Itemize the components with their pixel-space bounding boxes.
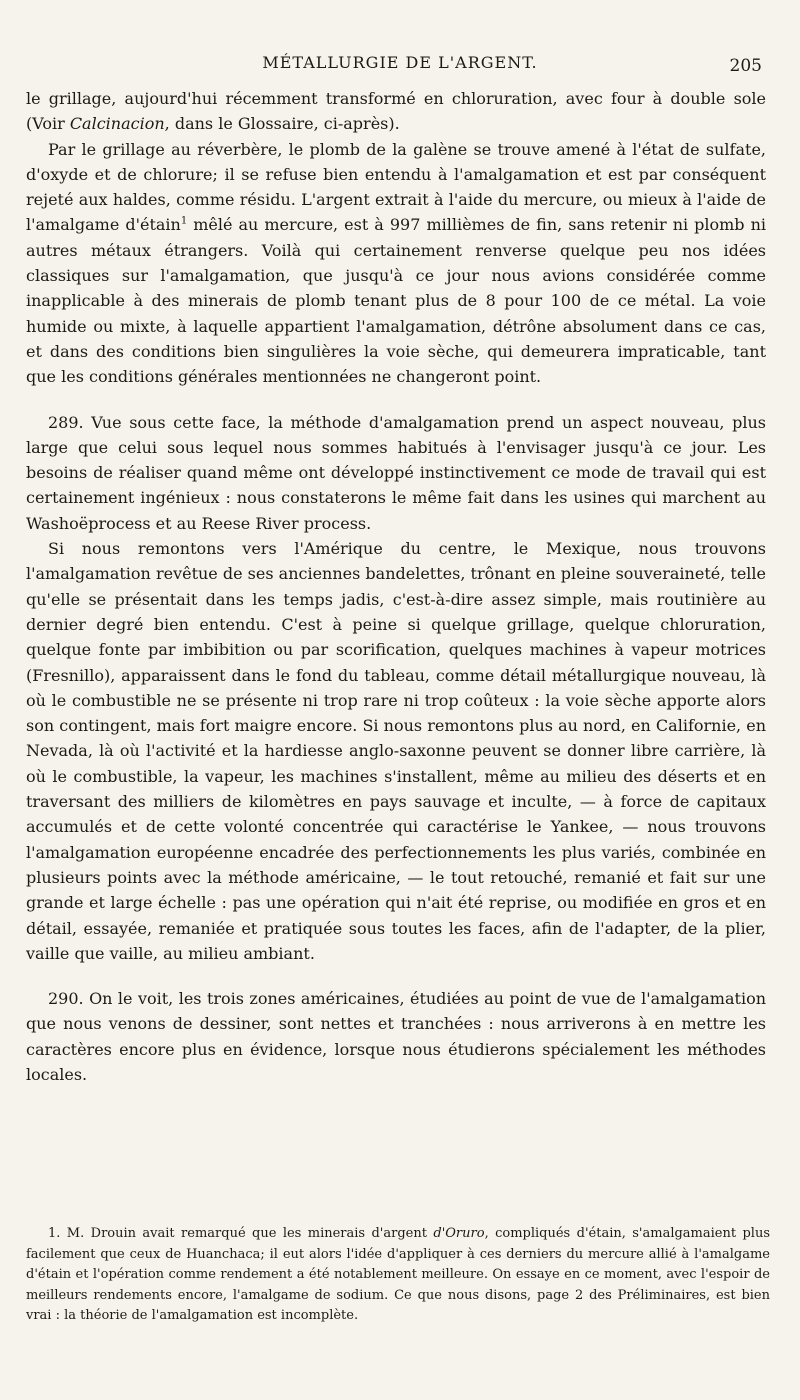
text-run: mêlé au mercure, est à 997 millièmes de fin, sans retenir ni plomb ni autres métaux étrangers. Voilà qui certainement renverse quelque peu nos idées classiques sur l'amalgamation, que jusqu'à ce jour nous avions considérée comme inapplicable à des minerais de plomb tenant plus de 8 pour 100 de ce métal. La voie humide ou mixte, à laquelle appartient l'amalgamation, détrône absolument dans ce cas, et dans des conditions bien singulières la voie sèche, qui demeurera impraticable, tant que les conditions générales mentionnées ne changeront point. — [26, 215, 767, 387]
running-head — [30, 50, 770, 82]
text-run: Vue sous cette face, la méthode d'amalgamation prend un aspect nouveau, plus large que celui sous lequel nous sommes habitués à l'envisager jusqu'à ce jour. Les besoins de réaliser quand même ont développé instinctivement ce mode de travail qui est certainement ingénieux : nous constaterons le même fait dans les usines qui marchent au Washoëprocess et au Reese River process. — [26, 412, 766, 533]
text-run: , dans le Glossaire, ci-après). — [164, 114, 400, 134]
text-run: le grillage, aujourd'hui récemment transformé en chloruration, avec four à double sole (Voir — [26, 89, 766, 134]
paragraph-continuation — [26, 86, 766, 137]
text-run: Si nous remontons vers l'Amérique du centre, le Mexique, nous trouvons l'amalgamation revêtue de ses anciennes bandelettes, trônant en pleine souveraineté, telle qu'elle se présentait dans les temps jadis, c'est-à-dire assez simple, mais routinière au dernier degré bien entendu. C'est à peine si quelque grillage, quelque chloruration, quelque fonte par imbibition ou par scorification, quelques machines à vapeur motrices (Fresnillo), apparaissent dans le fond du tableau, comme détail métallurgique nouveau, là où le combustible ne se présente ni trop rare ni trop coûteux : la voie sèche apporte alors son contingent, mais fort maigre encore. Si nous remontons plus au nord, en Californie, en Nevada, là où l'activité et la hardiesse anglo-saxonne peuvent se donner libre carrière, là où le combustible, la vapeur, les machines s'installent, même au milieu des déserts et en traversant des milliers de kilomètres en pays sauvage et inculte, — à force de capitaux accumulés et de cette volonté concentrée qui caractérise le Yankee, — nous trouvons l'amalgamation européenne encadrée des perfectionnements les plus variés, combinée en plusieurs points avec la méthode américaine, — le tout retouché, remanié et fait sur une grande et large échelle : pas une opération qui n'ait été reprise, ou modifiée en gros et en détail, essayée, remaniée et pratiquée sous toutes les faces, afin de l'adapter, de la plier, vaille que vaille, au milieu ambiant. — [26, 539, 766, 963]
paragraph — [26, 137, 766, 390]
main-text — [26, 86, 766, 1087]
section-number: 290. — [48, 989, 84, 1009]
page-number: 205 — [729, 56, 762, 76]
running-title: MÉTALLURGIE DE L'ARGENT. — [262, 53, 538, 72]
footnotes — [26, 1224, 770, 1327]
paragraph — [26, 536, 766, 966]
section-number: 289. — [48, 412, 84, 432]
text-run: M. Drouin avait remarqué que les minerais d'argent — [60, 1226, 434, 1241]
italic-term: d'Oruro — [433, 1226, 485, 1241]
text-run: Par le grillage au réverbère, le plomb de la galène se trouve amené à l'état de sulfate, d'oxyde et de chlorure; il se refuse bien entendu à l'amalgamation et est par conséquent rejeté aux haldes, comme résidu. L'argent extrait à l'aide du mercure, ou mieux à l'aide de l'amalgame d'étain — [26, 139, 766, 235]
footnote — [26, 1224, 770, 1327]
italic-term: Calcinacion — [69, 114, 165, 134]
section-289-paragraph — [26, 410, 766, 536]
footnote-ref: 1 — [180, 216, 188, 228]
text-run: On le voit, les trois zones américaines, étudiées au point de vue de l'amalgamation que nous venons de dessiner, sont nettes et tranchées : nous arriverons à en mettre les caractères encore plus en évidence, lorsque nous étudierons spécialement les méthodes locales. — [26, 989, 766, 1084]
footnote-number: 1. — [48, 1226, 61, 1241]
section-290-paragraph — [26, 986, 766, 1087]
section-gap — [26, 390, 766, 410]
text-run: , compliqués d'étain, s'amalgamaient plus facilement que ceux de Huanchaca; il eut alors l'idée d'appliquer à ces derniers du mercure allié à l'amalgame d'étain et l'opération comme rendement a été notablement meilleure. On essaye en ce moment, avec l'espoir de meilleurs rendements encore, l'amalgame de sodium. Ce que nous disons, page 2 des Préliminaires, est bien vrai : la théorie de l'amalgamation est incomplète. — [26, 1226, 771, 1323]
section-gap — [26, 966, 766, 986]
